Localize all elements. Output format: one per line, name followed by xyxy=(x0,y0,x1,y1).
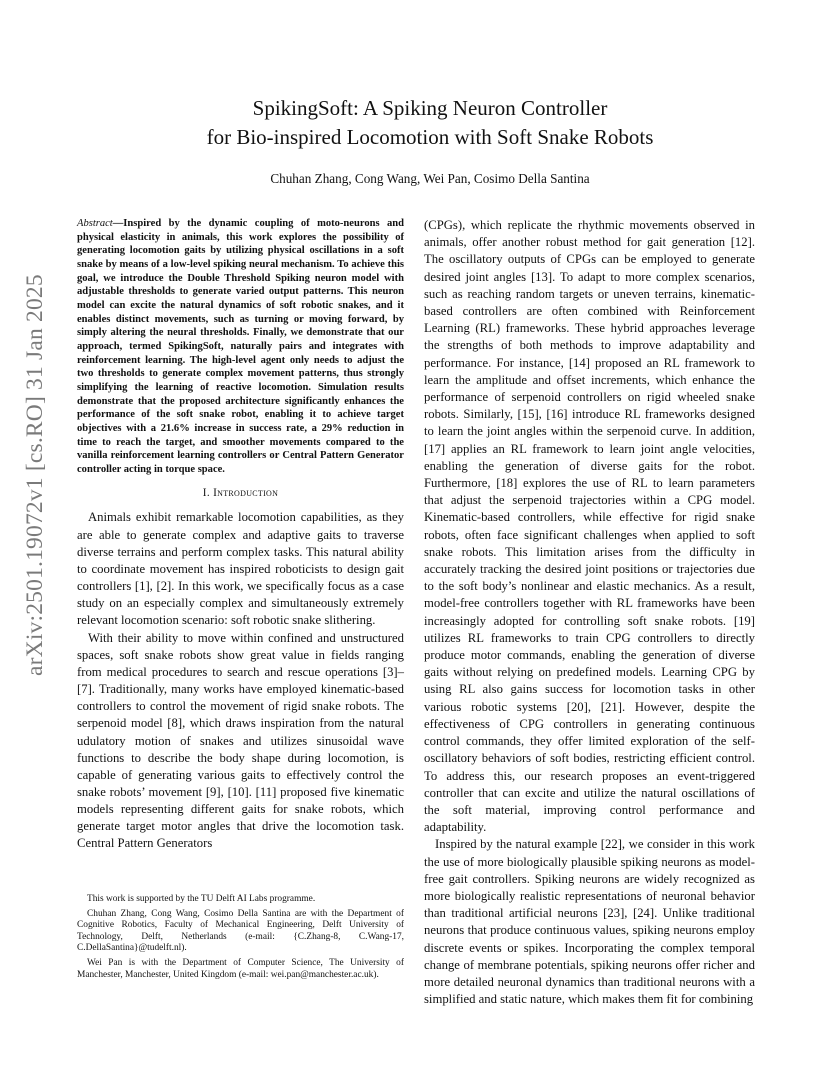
footnotes xyxy=(77,894,404,984)
abstract xyxy=(77,217,404,476)
left-column xyxy=(77,217,404,853)
right-column xyxy=(424,217,755,1008)
title-line-1: SpikingSoft: A Spiking Neuron Controller xyxy=(252,96,608,120)
intro-paragraph-2: With their ability to move within confined and unstructured spaces, soft snake robots show great value in fields ranging from medical procedures to search and rescue operations [3]–[7]. Traditionally, many works have employed kinematic-based controllers to control the movement of rigid snake robots. The serpenoid model [8], which draws inspiration from the natural udulatory motion of snakes and utilizes sinusoidal wave functions to describe the body shape during locomotion, is capable of generating various gaits to effectively control the snake robots’ movement [9], [10]. [11] proposed five kinematic models representing different gaits for snake robots, which generate target motor angles that drive the locomotion task. Central Pattern Generators xyxy=(77,630,404,851)
title-line-2: for Bio-inspired Locomotion with Soft Snake Robots xyxy=(206,125,654,149)
footnote-affiliation-2: Wei Pan is with the Department of Computer Science, The University of Manchester, Manchester, United Kingdom (e-mail: wei.pan@manchester.ac.uk). xyxy=(77,957,404,980)
footnote-funding: This work is supported by the TU Delft AI Labs programme. xyxy=(87,894,316,904)
arxiv-identifier: arXiv:2501.19072v1 [cs.RO] 31 Jan 2025 xyxy=(22,274,48,676)
abstract-label: Abstract xyxy=(77,218,113,229)
intro-paragraph-1: Animals exhibit remarkable locomotion capabilities, as they are able to generate complex and adaptive gaits to traverse diverse terrains and perform complex tasks. This natural ability to coordinate movement has inspired roboticists to design gait controllers [1], [2]. In this work, we specifically focus as a case study on an especially complex and simultaneously extremely relevant locomotion scenario: soft robotic snake slithering. xyxy=(77,510,404,628)
introduction-left-text xyxy=(77,509,404,852)
section-heading-introduction: I. Introduction xyxy=(202,487,279,500)
intro-paragraph-4: Inspired by the natural example [22], we consider in this work the use of more biologically plausible spiking neurons as model-free gait controllers. Spiking neurons are widely recognized as more biologically realistic representations of neuronal behavior than traditional artificial neurons [23], [24]. Unlike traditional neurons that produce continuous values, spiking neurons employ discrete events or spikes. Incorporating the complex temporal change of membrane potentials, spiking neurons offer richer and more detailed neuronal dynamics than traditional neurons with a simplified and static nature, which makes them fit for combining xyxy=(424,837,755,1007)
footnote-affiliation-1: Chuhan Zhang, Cong Wang, Cosimo Della Santina are with the Department of Cognitive Robotics, Faculty of Mechanical Engineering, Delft University of Technology, Delft, Netherlands (e-mail: {C.Zhang-8, C.Wang-17, C.DellaSantina}@tudelft.nl). xyxy=(77,908,404,954)
paper-title xyxy=(100,94,760,152)
author-list: Chuhan Zhang, Cong Wang, Wei Pan, Cosimo Della Santina xyxy=(270,171,590,186)
intro-paragraph-3: (CPGs), which replicate the rhythmic movements observed in animals, offer another robust method for gait generation [12]. The oscillatory outputs of CPGs can be employed to generate desired joint angles [13]. To adapt to more complex scenarios, such as reaching random targets or uneven terrains, kinematic-based controllers are often combined with Reinforcement Learning (RL) frameworks. These hybrid approaches leverage the strengths of both methods to improve adaptability and performance. For instance, [14] proposed an RL framework to learn the amplitude and offset increments, which enhance the performance of serpenoid controllers on rigid wheeled snake robots. Similarly, [15], [16] introduce RL frameworks designed to learn the joint angles within the serpenoid curve. In addition, [17] applies an RL framework to learn joint angle velocities, enabling the generation of diverse gaits for the robot. Furthermore, [18] explores the use of RL to learn parameters that adjust the serpenoid trajectories within a CPG model. Kinematic-based controllers, while effective for rigid snake robots, often face significant challenges when applied to soft snake robots. This limitation arises from the difficulty in accurately tracking the desired joint positions or trajectories due to the soft body’s nonlinear and elastic mechanics. As a result, model-free controllers together with RL frameworks have been increasingly adopted for controlling soft snake robots. [19] utilizes RL frameworks to train CPG controllers to directly produce motor commands, enabling the generation of diverse gaits without relying on predefined models. Learning CPG by using RL also gains success for locomotion tasks in other various robotic systems [20], [21]. However, despite the effectiveness of CPG controllers in generating continuous control commands, they offer limited exploration of the self-oscillatory behaviors of soft bodies, restricting efficient control. To address this, our research proposes an event-triggered controller that can excite and utilize the natural oscillations of the soft material, improving control performance and adaptability. xyxy=(424,218,755,835)
abstract-text: —Inspired by the dynamic coupling of moto-neurons and physical elasticity in animals, this work explores the possibility of generating locomotion gaits by utilizing physical oscillations in a soft snake by means of a low-level spiking neural mechanism. To achieve this goal, we introduce the Double Threshold Spiking neuron model with adjustable thresholds to generate varied output patterns. This neuron model can excite the natural dynamics of soft robotic snakes, and it enables distinct movements, such as turning or moving forward, by simply altering the neural thresholds. Finally, we demonstrate that our approach, termed SpikingSoft, naturally pairs and integrates with reinforcement learning. The high-level agent only needs to adjust the two thresholds to generate complex movement patterns, thus strongly simplifying the learning of reactive locomotion. Simulation results demonstrate that the proposed architecture significantly enhances the performance of the soft snake robot, enabling it to achieve target objectives with a 21.6% increase in success rate, a 29% reduction in time to reach the target, and smoother movements compared to the vanilla reinforcement learning controllers or Central Pattern Generator controller acting in torque space. xyxy=(77,218,404,475)
